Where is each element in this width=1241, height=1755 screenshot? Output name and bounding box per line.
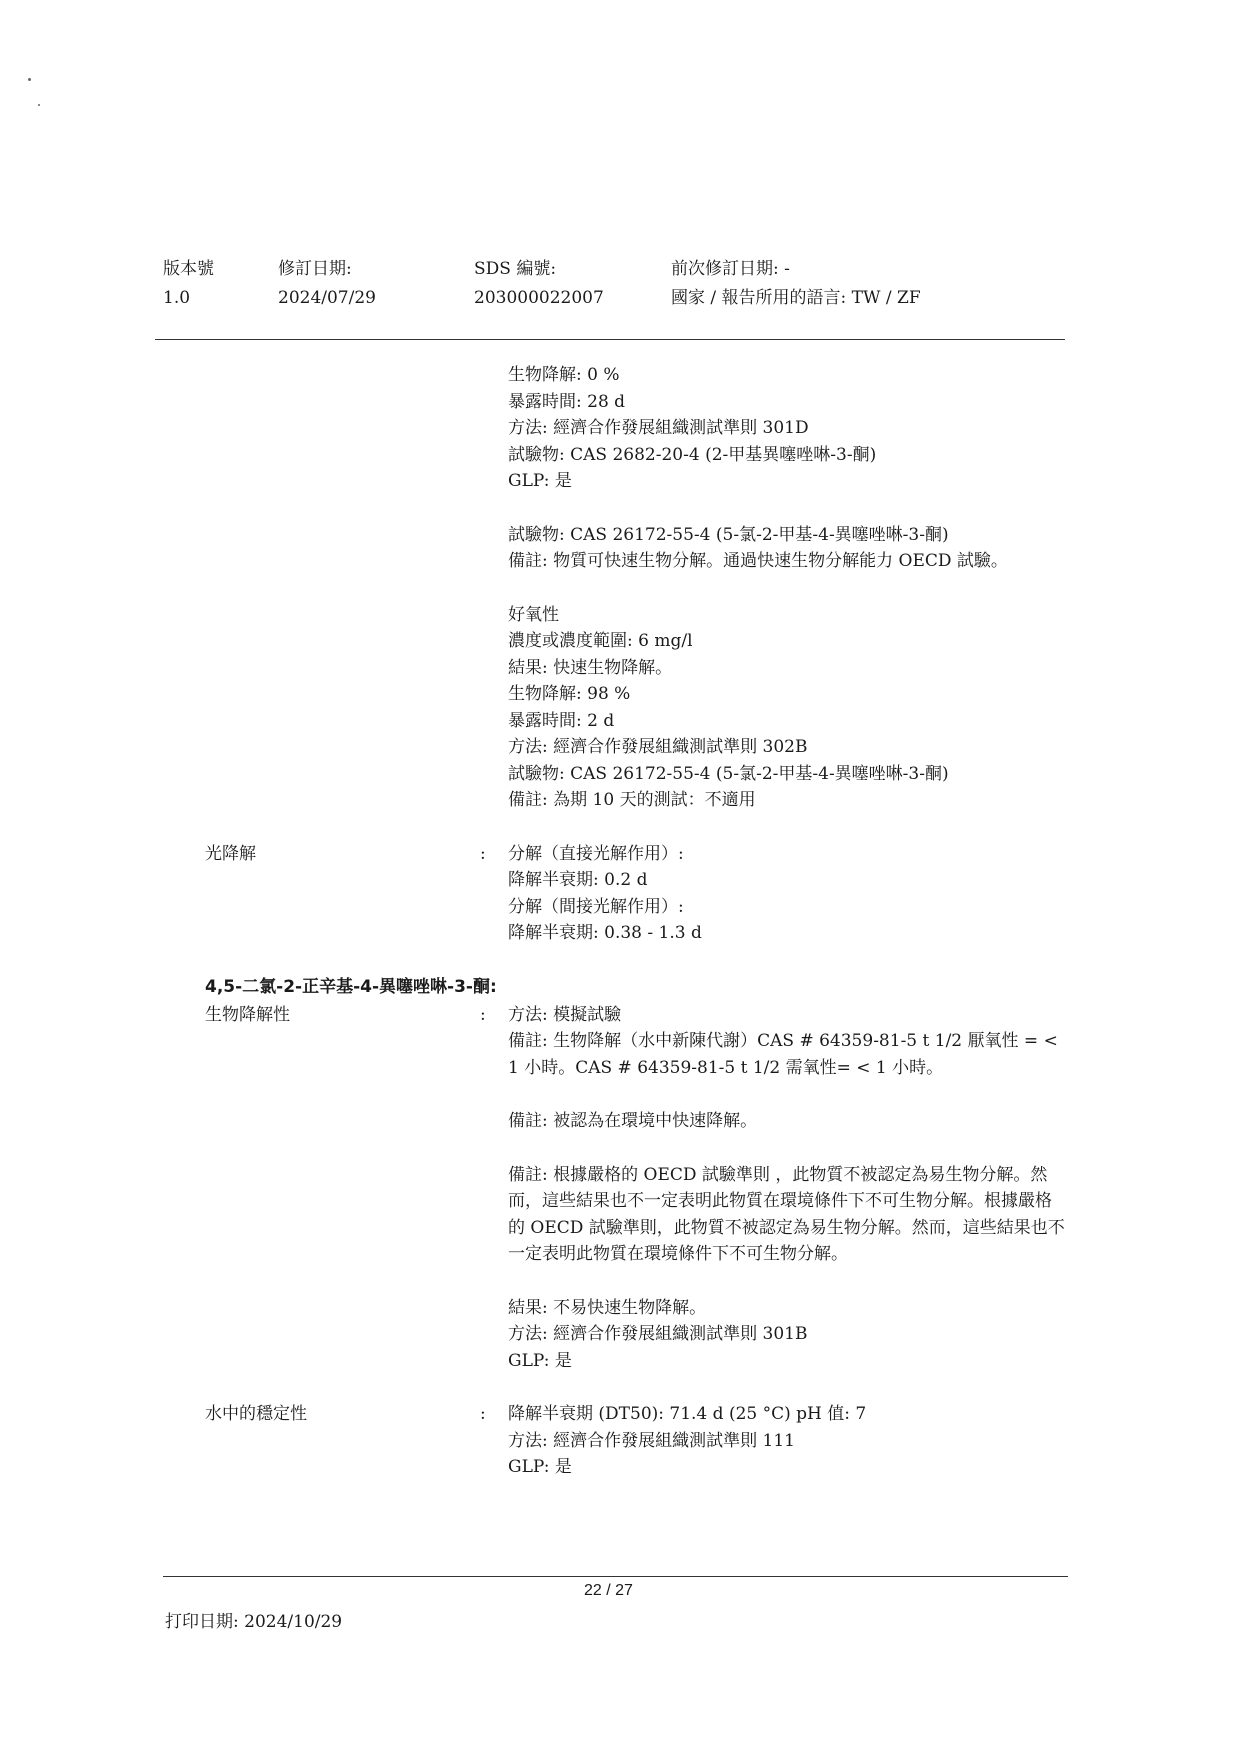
text-line: 方法: 模擬試驗	[508, 1004, 622, 1025]
photodegradation-values	[508, 841, 1068, 947]
text-line: 分解（間接光解作用）:	[508, 896, 684, 917]
text-line: 試驗物: CAS 2682-20-4 (2-甲基異噻唑啉-3-酮)	[508, 444, 877, 465]
text-line: 備註: 被認為在環境中快速降解。	[508, 1111, 758, 1131]
text-line: 暴露時間: 2 d	[508, 710, 615, 731]
print-date: 打印日期: 2024/10/29	[165, 1612, 343, 1632]
revision-label: 修訂日期:	[278, 259, 352, 279]
colon: :	[480, 843, 486, 864]
text-line: GLP: 是	[508, 1350, 572, 1371]
photodegradation-row	[205, 841, 1085, 947]
version-label: 版本號	[163, 259, 214, 279]
header-rule	[155, 339, 1065, 340]
text-line: 暴露時間: 28 d	[508, 391, 626, 412]
page-number: 22 / 27	[584, 1582, 633, 1599]
text-line: 降解半衰期: 0.38 - 1.3 d	[508, 923, 702, 943]
version-value: 1.0	[163, 288, 191, 308]
text-line: 備註: 物質可快速生物分解。通過快速生物分解能力 OECD 試驗。	[508, 551, 1008, 571]
biodegradability-values	[508, 1002, 1068, 1082]
text-line: 結果: 不易快速生物降解。	[508, 1297, 707, 1318]
text-line: 生物降解: 0 %	[508, 365, 620, 385]
biodegradability-row	[205, 1002, 1085, 1082]
text-line: 方法: 經濟合作發展組織測試準則 301D	[508, 418, 809, 438]
text-line: GLP: 是	[508, 1457, 572, 1477]
country-language: 國家 / 報告所用的語言: TW / ZF	[671, 288, 921, 308]
sds-label: SDS 編號:	[474, 259, 557, 279]
aerobic-block	[508, 602, 1068, 814]
header-revision	[278, 255, 376, 313]
text-line: 分解（直接光解作用）:	[508, 843, 684, 864]
header-prev	[671, 255, 921, 313]
text-line: 方法: 經濟合作發展組織測試準則 302B	[508, 737, 808, 757]
scan-speck	[38, 104, 40, 106]
substance-title: 4,5-二氯-2-正辛基-4-異噻唑啉-3-酮:	[205, 976, 497, 997]
footer-rule	[163, 1576, 1068, 1577]
biodegradation-block-1	[508, 362, 1068, 495]
text-line: 備註: 為期 10 天的測試：不適用	[508, 790, 756, 810]
scan-speck	[28, 78, 31, 81]
text-line: GLP: 是	[508, 471, 572, 491]
text-paragraph: 備註: 根據嚴格的 OECD 試驗準則 ，此物質不被認定為易生物分解。然而，這些結果也不一定表明此物質在環境條件下不可生物分解。根據嚴格的 OECD 試驗準則，此物質不被認定為易生物分解。然而，這些結果也不一定表明此物質在環境條件下不可生物分解。	[508, 1164, 1065, 1264]
text-line: 生物降解: 98 %	[508, 684, 631, 704]
document-body	[205, 362, 1085, 1481]
text-line: 結果: 快速生物降解。	[508, 657, 673, 678]
photodegradation-label: 光降解	[205, 843, 256, 864]
text-line: 試驗物: CAS 26172-55-4 (5-氯-2-甲基-4-異噻唑啉-3-酮)	[508, 524, 949, 545]
text-line: 方法: 經濟合作發展組織測試準則 301B	[508, 1324, 808, 1344]
text-line: 好氧性	[508, 604, 559, 625]
water-stability-label: 水中的穩定性	[205, 1404, 307, 1424]
note-block-2	[508, 1162, 1068, 1268]
water-stability-row	[205, 1401, 1085, 1481]
prev-revision: 前次修訂日期: -	[671, 259, 790, 279]
biodegradability-label: 生物降解性	[205, 1004, 290, 1025]
water-stability-values	[508, 1401, 1068, 1481]
biodegradation-block-2	[508, 522, 1068, 575]
note-block-1	[508, 1108, 1068, 1135]
header-version	[163, 255, 214, 313]
text-line: 濃度或濃度範圍: 6 mg/l	[508, 631, 693, 651]
text-line: 試驗物: CAS 26172-55-4 (5-氯-2-甲基-4-異噻唑啉-3-酮)	[508, 763, 949, 784]
text-line: 降解半衰期: 0.2 d	[508, 870, 648, 890]
colon: :	[480, 1404, 486, 1424]
revision-value: 2024/07/29	[278, 288, 376, 308]
sds-value: 203000022007	[474, 288, 604, 308]
header-sds	[474, 255, 604, 313]
text-line: 降解半衰期 (DT50): 71.4 d (25 °C) pH 值: 7	[508, 1404, 867, 1424]
text-line: 方法: 經濟合作發展組織測試準則 111	[508, 1430, 795, 1451]
text-line: 備註: 生物降解（水中新陳代謝）CAS # 64359-81-5 t 1/2 厭氧性 = < 1 小時。CAS # 64359-81-5 t 1/2 需氧性= < 1 小時。	[508, 1031, 1058, 1078]
colon: :	[480, 1004, 486, 1025]
result-block	[508, 1295, 1068, 1375]
